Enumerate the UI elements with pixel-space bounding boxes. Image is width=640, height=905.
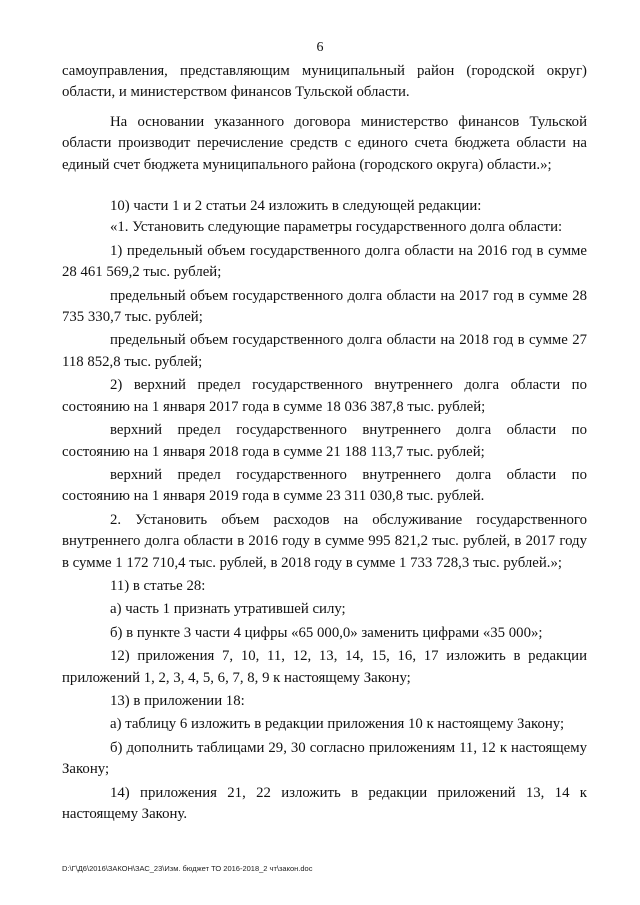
paragraph-item-13: 13) в приложении 18: <box>110 692 245 709</box>
page-number: 6 <box>316 40 324 55</box>
document-body <box>62 61 587 825</box>
paragraph-transfer-basis: На основании указанного договора министерство финансов Тульской области производит перечисление средств с единого счета бюджета области на единый счет бюджета муниципального района (городского округа) области.»; <box>62 113 587 173</box>
paragraph-item-10: 10) части 1 и 2 статьи 24 изложить в следующей редакции: <box>110 198 482 215</box>
paragraph-debt-limit-2016: 1) предельный объем государственного долга области на 2016 год в сумме 28 461 569,2 тыс. рублей; <box>62 242 587 281</box>
footer-file-path: D:\Г\Д6\2016\ЗАКОН\ЗАС_23\Изм. бюджет ТО 2016-2018_2 чт\закон.doc <box>62 864 313 873</box>
paragraph-upper-limit-2017: 2) верхний предел государственного внутреннего долга области по состоянию на 1 января 2017 года в сумме 18 036 387,8 тыс. рублей; <box>62 377 587 415</box>
paragraph-item-11a: а) часть 1 признать утратившей силу; <box>110 601 346 618</box>
paragraph-item-12: 12) приложения 7, 10, 11, 12, 13, 14, 15, 16, 17 изложить в редакции приложений 1, 2, 3, 4, 5, 6, 7, 8, 9 к настоящему Закону; <box>62 648 587 686</box>
paragraph-item-14: 14) приложения 21, 22 изложить в редакции приложений 13, 14 к настоящему Закону. <box>62 784 587 822</box>
paragraph-item-13b: б) дополнить таблицами 29, 30 согласно приложениям 11, 12 к настоящему Закону; <box>62 739 587 778</box>
paragraph-debt-limit-2018: предельный объем государственного долга области на 2018 год в сумме 27 118 852,8 тыс. рублей; <box>62 332 587 370</box>
paragraph-upper-limit-2018: верхний предел государственного внутреннего долга области по состоянию на 1 января 2018 года в сумме 21 188 113,7 тыс. рублей; <box>62 422 587 460</box>
paragraph-debt-params-intro: «1. Установить следующие параметры государственного долга области: <box>110 219 563 236</box>
paragraph-debt-limit-2017: предельный объем государственного долга области на 2017 год в сумме 28 735 330,7 тыс. рублей; <box>62 287 587 326</box>
paragraph-debt-service-expenses: 2. Установить объем расходов на обслуживание государственного внутреннего долга области в 2016 году в сумме 995 821,2 тыс. рублей, в 2017 году в сумме 1 172 710,4 тыс. рублей, в 2018 году в сумме 1 733 728,3 тыс. рублей.»; <box>62 511 587 571</box>
paragraph-item-11b: б) в пункте 3 части 4 цифры «65 000,0» заменить цифрами «35 000»; <box>110 624 543 641</box>
paragraph-continuation: самоуправления, представляющим муниципальный район (городской округ) области, и министерством финансов Тульской области. <box>62 63 587 101</box>
paragraph-upper-limit-2019: верхний предел государственного внутреннего долга области по состоянию на 1 января 2019 года в сумме 23 311 030,8 тыс. рублей. <box>62 466 587 505</box>
paragraph-item-13a: а) таблицу 6 изложить в редакции приложения 10 к настоящему Закону; <box>110 716 565 733</box>
paragraph-item-11: 11) в статье 28: <box>110 577 206 594</box>
